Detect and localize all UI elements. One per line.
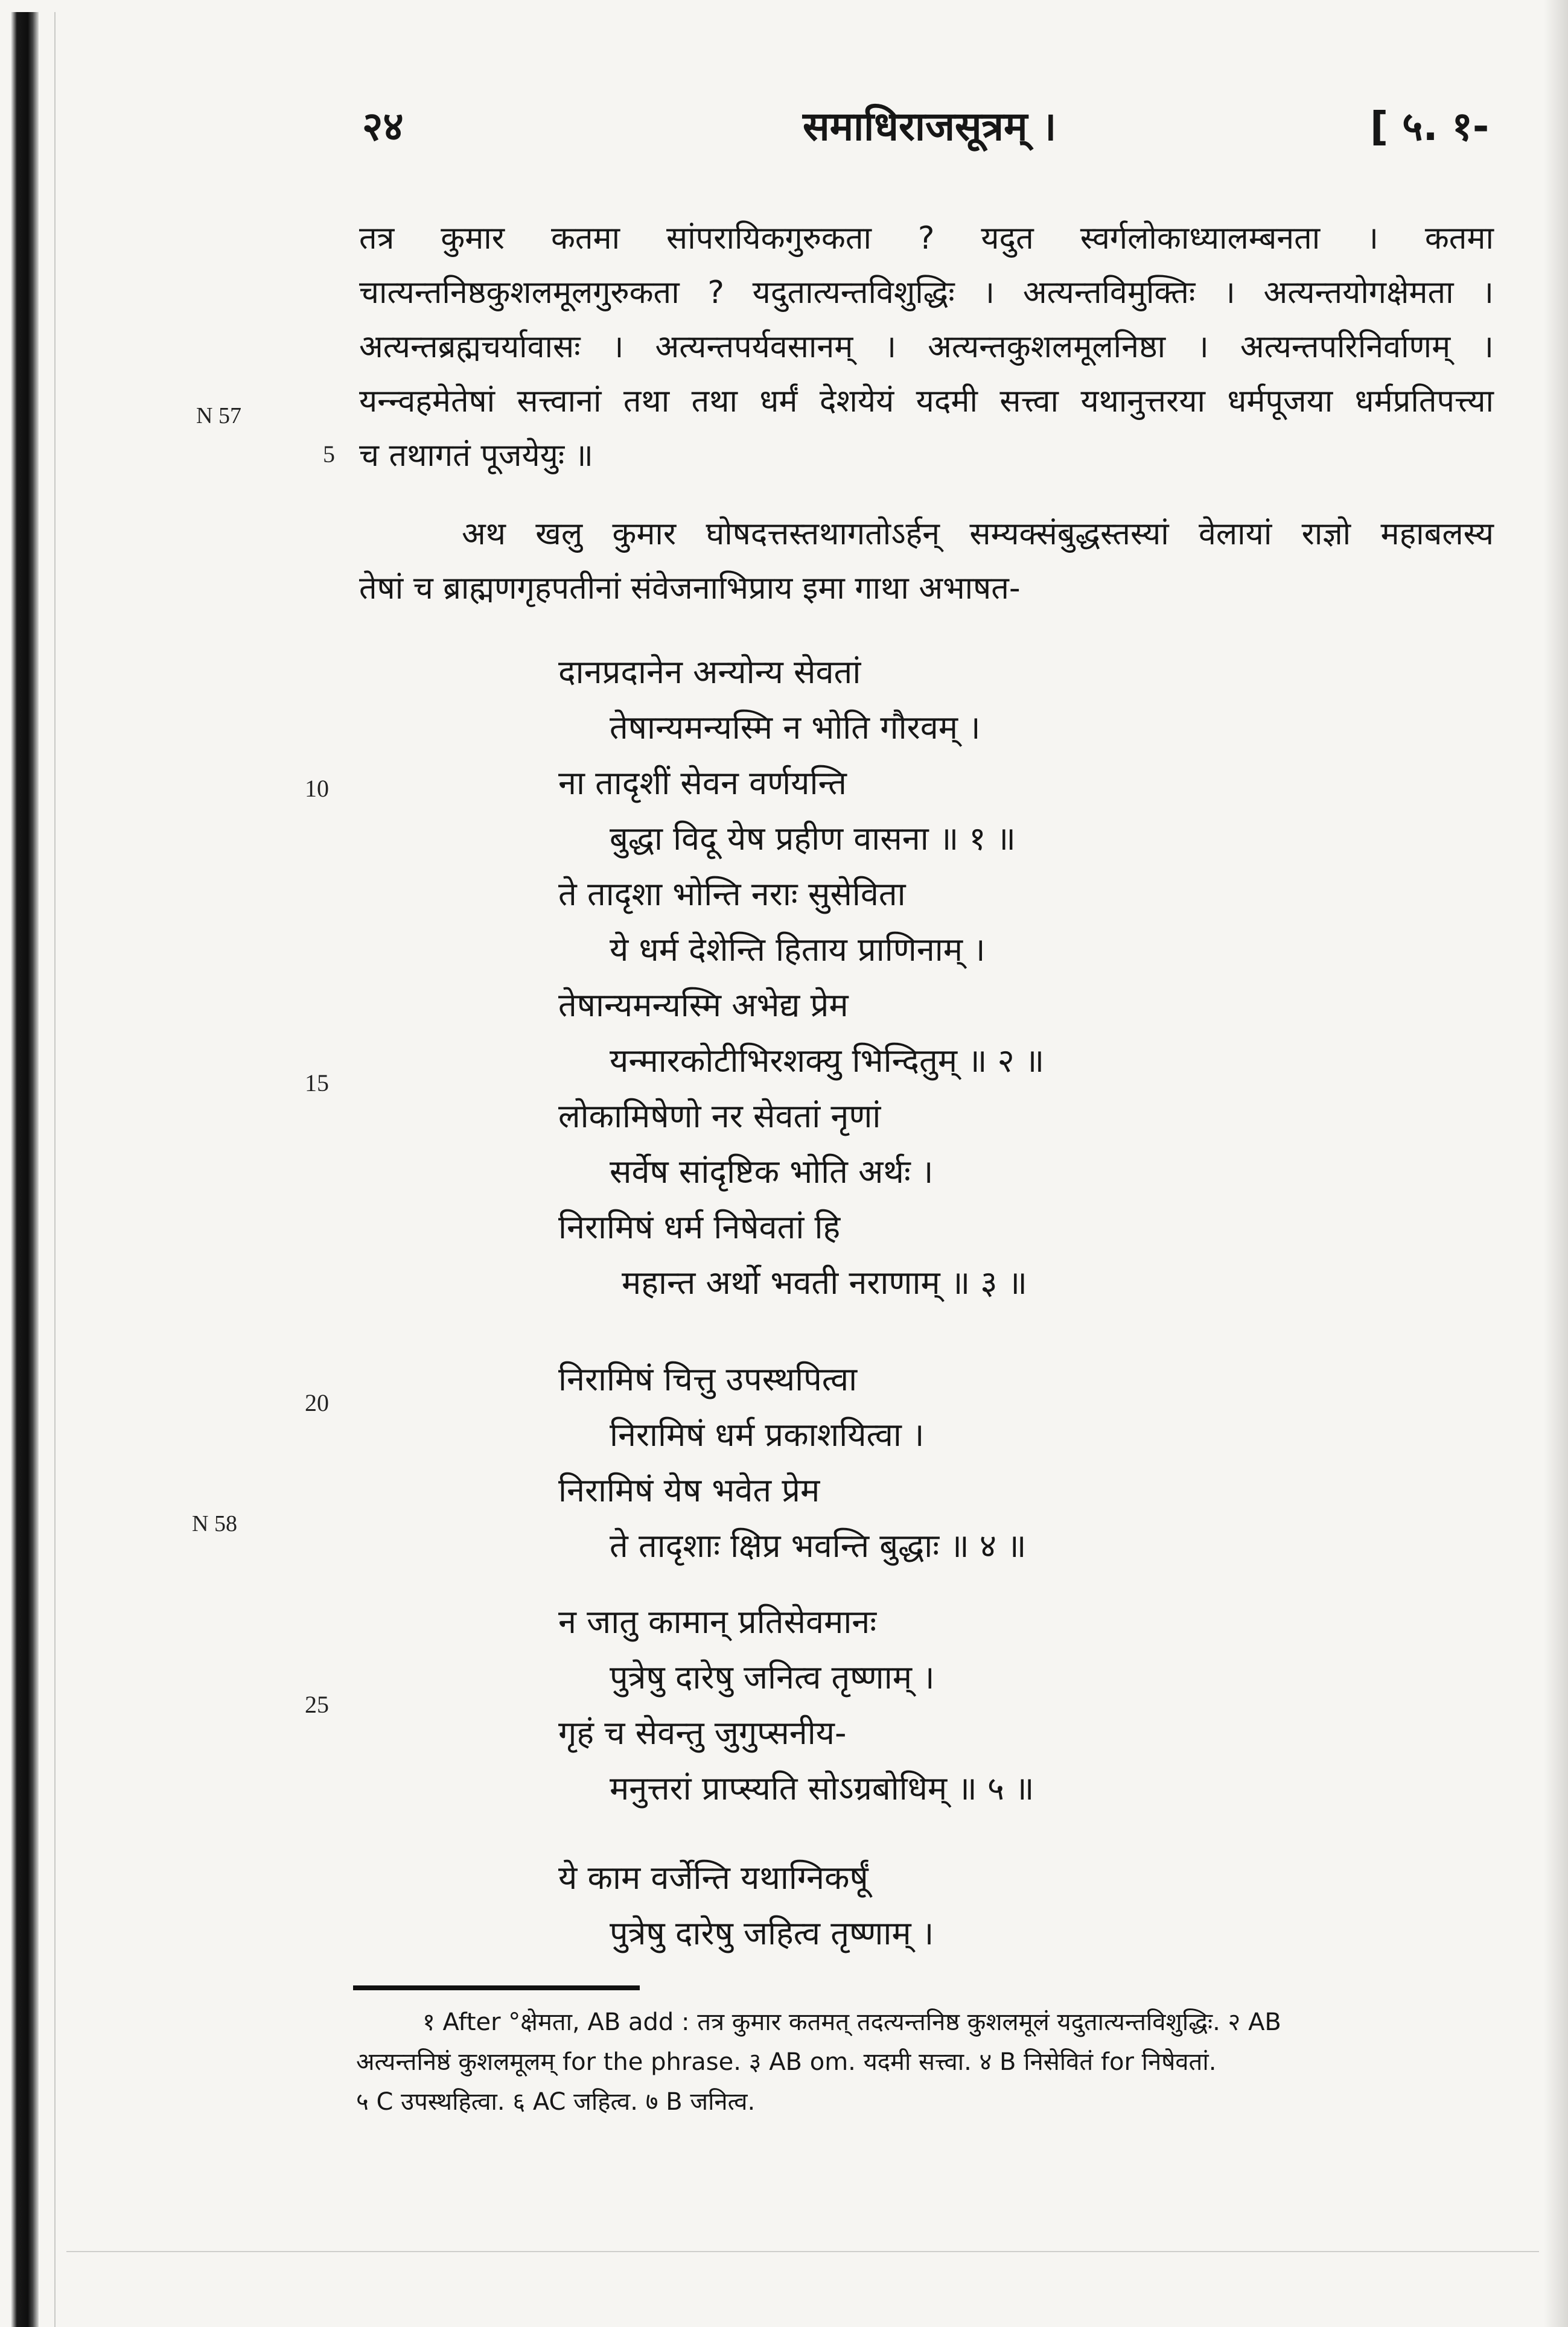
verse-line: सर्वेष सांदृष्टिक भोति अर्थः । <box>610 1153 934 1191</box>
line-number: 20 <box>305 1389 329 1416</box>
verse-line: दानप्रदानेन अन्योन्य सेवतां <box>558 653 861 691</box>
verse-line: निरामिषं धर्म प्रकाशयित्वा । <box>610 1416 925 1454</box>
verse-line: मनुत्तरां प्राप्स्यति सोऽग्रबोधिम् ॥ ५ ॥ <box>610 1769 1034 1807</box>
page-bottom-edge <box>66 2251 1539 2252</box>
footnote-line: ५ C उपस्थहित्वा. ६ AC जहित्व. ७ B जनित्व. <box>356 2088 756 2116</box>
verse-line: निरामिषं येष भवेत प्रेम <box>558 1471 820 1509</box>
verse-line: ते तादृशाः क्षिप्र भवन्ति बुद्धाः ॥ ४ ॥ <box>610 1527 1027 1565</box>
line-number: 15 <box>305 1069 329 1097</box>
verse-line: पुत्रेषु दारेषु जहित्व तृष्णाम् । <box>610 1914 934 1952</box>
verse-line: निरामिषं चित्तु उपस्थपित्वा <box>558 1360 858 1398</box>
line-number: 10 <box>305 775 329 802</box>
prose-line-5: च तथागतं पूजयेयुः ॥ <box>359 438 593 474</box>
page-number: २४ <box>362 103 404 150</box>
verse-line: ना तादृशीं सेवन वर्णयन्ति <box>558 764 847 802</box>
page-edge-shadow <box>1544 0 1568 2327</box>
margin-note: N 58 <box>192 1511 237 1536</box>
verse-line: महान्त अर्थो भवती नराणाम् ॥ ३ ॥ <box>622 1264 1027 1302</box>
verse-line: ये काम वर्जेन्ति यथाग्निकर्षूं <box>558 1859 868 1897</box>
margin-note: N 57 <box>196 403 241 428</box>
prose-line-3: अत्यन्तब्रह्मचर्यावासः । अत्यन्तपर्यवसानम् । अत्यन्तकुशलमूलनिष्ठा । अत्यन्तपरिनिर्वाणम् । <box>359 329 1494 365</box>
line-number: 25 <box>305 1691 329 1718</box>
verse-line: ये धर्म देशेन्ति हिताय प्राणिनाम् । <box>610 931 986 969</box>
prose-line-4: यन्न्वहमेतेषां सत्त्वानां तथा तथा धर्मं देशयेयं यदमी सत्त्वा यथानुत्तरया धर्मपूजया धर्मप्रतिपत्त्या <box>359 383 1494 419</box>
prose-line-1: तत्र कुमार कतमा सांपरायिकगुरुकता ? यदुत स्वर्गलोकाध्यालम्बनता । कतमा <box>359 220 1494 256</box>
footnote-rule <box>353 1985 640 1990</box>
verse-line: तेषान्यमन्यस्मि अभेद्य प्रेम <box>558 986 849 1024</box>
verse-line: निरामिषं धर्म निषेवतां हि <box>558 1208 841 1246</box>
footnote-line: १ After °क्षेमता, AB add : तत्र कुमार कतमत् तदत्यन्तनिष्ठ कुशलमूलं यदुतात्यन्तविशुद्धिः. २ AB <box>422 2008 1281 2036</box>
verse-line: पुत्रेषु दारेषु जनित्व तृष्णाम् । <box>610 1658 935 1696</box>
verse-line: न जातु कामान् प्रतिसेवमानः <box>558 1603 877 1641</box>
verse-line: यन्मारकोटीभिरशक्यु भिन्दितुम् ॥ २ ॥ <box>610 1042 1045 1080</box>
running-title: समाधिराजसूत्रम् । <box>803 103 1057 150</box>
line-number: 5 <box>323 441 335 468</box>
verse-line: लोकामिषेणो नर सेवतां नृणां <box>558 1097 881 1135</box>
intro-line-2: तेषां च ब्राह्मणगृहपतीनां संवेजनाभिप्राय इमा गाथा अभाषत- <box>359 570 1021 606</box>
book-spine-shadow <box>11 12 39 2327</box>
binding-line <box>54 12 56 2327</box>
verse-line: तेषान्यमन्यस्मि न भोति गौरवम् । <box>610 708 981 746</box>
intro-line-1: अथ खलु कुमार घोषदत्तस्तथागतोऽर्हन् सम्यक्संबुद्धस्तस्यां वेलायां राज्ञो महाबलस्य <box>462 516 1494 552</box>
verse-line: गृहं च सेवन्तु जुगुप्सनीय- <box>558 1714 847 1752</box>
footnote-line: अत्यन्तनिष्ठं कुशलमूलम् for the phrase. ३ AB om. यदमी सत्त्वा. ४ B निसेवितं for निषेवतां. <box>356 2048 1217 2076</box>
verse-line: ते तादृशा भोन्ति नराः सुसेविता <box>558 875 906 913</box>
section-marker: [ ५. १- <box>1370 103 1490 150</box>
prose-line-2: चात्यन्तनिष्ठकुशलमूलगुरुकता ? यदुतात्यन्तविशुद्धिः । अत्यन्तविमुक्तिः । अत्यन्तयोगक्षेमता । <box>359 275 1494 311</box>
verse-line: बुद्धा विदू येष प्रहीण वासना ॥ १ ॥ <box>610 820 1016 858</box>
